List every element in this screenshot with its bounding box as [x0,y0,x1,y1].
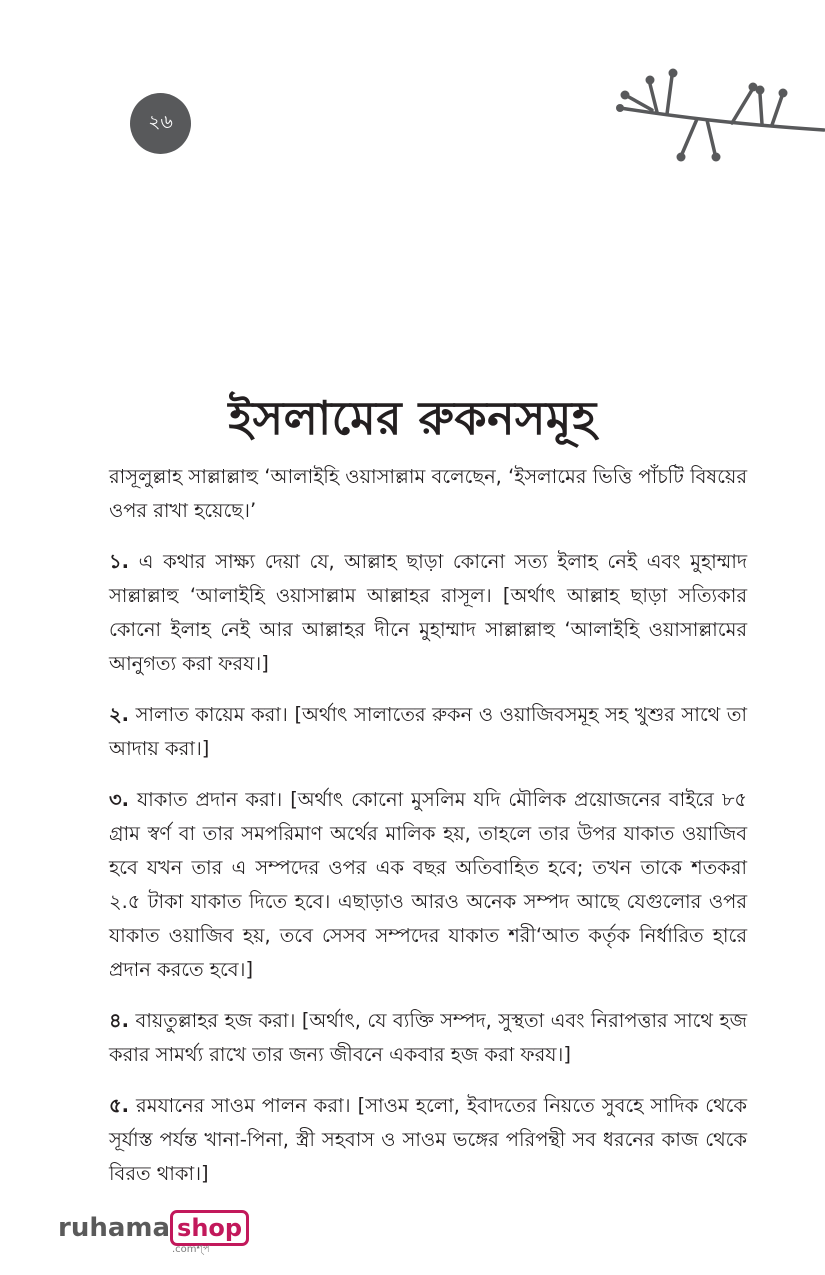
logo-shop-badge: shop [170,1210,249,1246]
pillar-text: যাকাত প্রদান করা। [অর্থাৎ কোনো মুসলিম যদি মৌলিক প্রয়োজনের বাইরে ৮৫ গ্রাম স্বর্ণ বা তার সমপরিমাণ অর্থের মালিক হয়, তাহলে তার উপর যাকাত ওয়াজিব হবে যখন তার এ সম্পদের ওপর এক বছর অতিবাহিত হবে; তখন তাকে শতকরা ২.৫ টাকা যাকাত দিতে হবে। এছাড়াও আরও অনেক সম্পদ আছে যেগুলোর ওপর যাকাত ওয়াজিব হয়, তবে সেসব সম্পদের যাকাত শরী‘আত কর্তৃক নির্ধারিত হারে প্রদান করতে হবে।] [109,788,747,981]
pillar-number: ৪. [109,1009,129,1032]
body-text [109,460,747,1208]
pillar-text: সালাত কায়েম করা। [অর্থাৎ সালাতের রুকন ও ওয়াজিবসমূহ সহ খুশুর সাথে তা আদায় করা।] [109,703,747,760]
page-title: ইসলামের রুকনসমূহ [228,391,597,445]
pillar-item [109,783,747,987]
pillar-item [109,1089,747,1191]
pillar-text: বায়তুল্লাহর হজ করা। [অর্থাৎ, যে ব্যক্তি সম্পদ, সুস্থতা এবং নিরাপত্তার সাথে হজ করার সামর্থ্য রাখে তার জন্য জীবনে একবার হজ করা ফরয।] [109,1009,747,1066]
pillar-item [109,698,747,766]
intro-paragraph: রাসূলুল্লাহ সাল্লাল্লাহু ‘আলাইহি ওয়াসাল্লাম বলেছেন, ‘ইসলামের ভিত্তি পাঁচটি বিষয়ের ওপর রাখা হয়েছে।’ [109,465,747,522]
pillar-text: এ কথার সাক্ষ্য দেয়া যে, আল্লাহ ছাড়া কোনো সত্য ইলাহ নেই এবং মুহাম্মাদ সাল্লাল্লাহু ‘আলাইহি ওয়াসাল্লাম আল্লাহর রাসূল। [অর্থাৎ আল্লাহ ছাড়া সত্যিকার কোনো ইলাহ নেই আর আল্লাহর দীনে মুহাম্মাদ সাল্লাল্লাহু ‘আলাইহি ওয়াসাল্লামের আনুগত্য করা ফরয।] [109,550,748,675]
publisher-logo [58,1210,249,1255]
pillar-item [109,1004,747,1072]
pillar-number: ৩. [109,788,129,811]
logo-domain: .comশ্প [172,1244,210,1255]
pillar-item [109,545,747,681]
pillar-number: ৫. [109,1094,129,1117]
pillar-number: ২. [109,703,129,726]
pillar-text: রমযানের সাওম পালন করা। [সাওম হলো, ইবাদতের নিয়তে সুবহে সাদিক থেকে সূর্যাস্ত পর্যন্ত খানা-পিনা, স্ত্রী সহবাস ও সাওম ভঙ্গের পরিপন্থী সব ধরনের কাজ থেকে বিরত থাকা।] [109,1094,747,1185]
logo-wordmark: ruhama [58,1213,171,1243]
page-number-badge [130,93,191,154]
branch-ornament-icon [612,66,825,166]
pillar-number: ১. [109,550,129,573]
page-number: ২৬ [148,110,173,133]
